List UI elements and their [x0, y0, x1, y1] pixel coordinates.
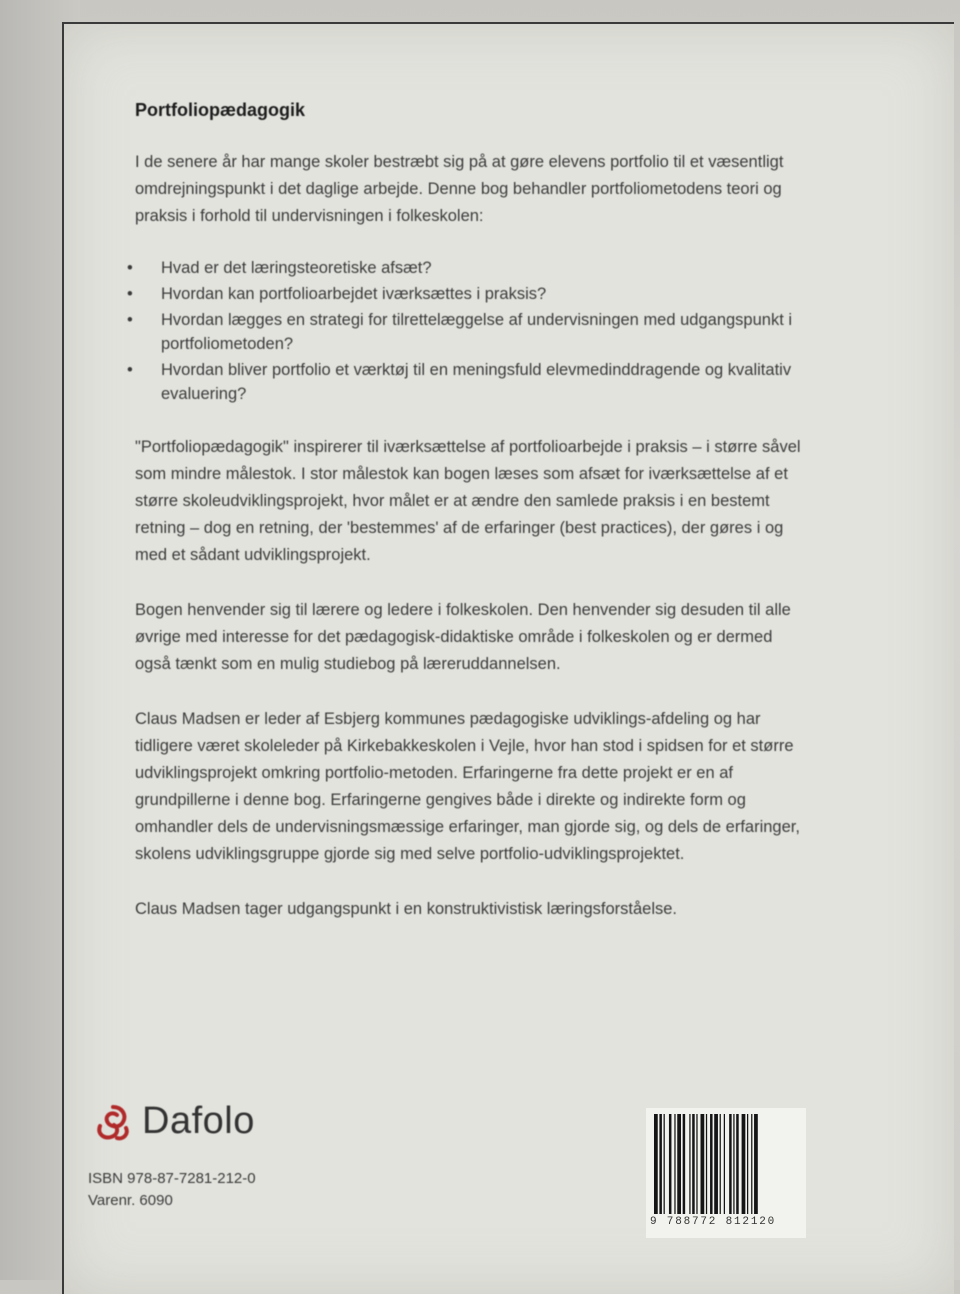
barcode-bar: [692, 1114, 695, 1214]
isbn-number: ISBN 978-87-7281-212-0: [88, 1170, 256, 1187]
barcode-bar: [724, 1114, 725, 1214]
barcode-bar: [683, 1114, 686, 1214]
barcode-bar: [659, 1114, 662, 1214]
cover-text-block: [135, 100, 805, 923]
barcode-bar: [654, 1114, 658, 1214]
list-item: • Hvad er det læringsteoretiske afsæt?: [135, 256, 805, 280]
barcode-bar: [733, 1114, 734, 1214]
barcode-bar: [742, 1114, 746, 1214]
barcode-bar: [674, 1114, 675, 1214]
book-title: Portfoliopædagogik: [135, 100, 305, 120]
barcode-bar: [664, 1114, 665, 1214]
barcode-bar: [736, 1114, 739, 1214]
barcode: [646, 1108, 806, 1238]
barcode-bar: [754, 1114, 758, 1214]
question-list: [135, 256, 805, 406]
barcode-bar: [714, 1114, 718, 1214]
author-approach-paragraph: Claus Madsen tager udgangspunkt i en konstruktivistisk læringsforståelse.: [135, 900, 678, 918]
barcode-digits: 9 788772 812120: [650, 1216, 777, 1228]
publisher-logo: [92, 1100, 255, 1143]
barcode-bar: [669, 1114, 672, 1214]
barcode-bar: [710, 1114, 713, 1214]
barcode-bar: [696, 1114, 697, 1214]
intro-paragraph: I de senere år har mange skoler bestræbt sig på at gøre elevens portfolio til et væsentligt omdrejningspunkt i det daglige arbejde. Denne bog behandler portfoliometodens teori og praksis i forhold til undervisningen i folkeskolen:: [135, 153, 784, 225]
barcode-bars: [654, 1114, 798, 1214]
publisher-name: Dafolo: [142, 1100, 255, 1142]
barcode-bar: [689, 1114, 690, 1214]
barcode-bar: [747, 1114, 748, 1214]
barcode-bar: [706, 1114, 707, 1214]
barcode-bar: [677, 1114, 681, 1214]
item-number: Varenr. 6090: [88, 1192, 173, 1209]
description-paragraph-2: Bogen henvender sig til lærere og ledere i folkeskolen. Den henvender sig desuden til alle øvrige med interesse for det pædagogisk-didaktiske område i folkeskolen og er dermed også tænkt som en mulig studiebog på læreruddannelsen.: [135, 601, 791, 673]
list-item: • Hvordan bliver portfolio et værktøj til en meningsfuld elevmedinddragende og kvalitativ evaluering?: [135, 358, 805, 406]
isbn-block: [88, 1168, 256, 1212]
list-item: • Hvordan lægges en strategi for tilrettelæggelse af undervisningen med udgangspunkt i portfoliometoden?: [135, 308, 805, 356]
list-item: • Hvordan kan portfolioarbejdet iværksættes i praksis?: [135, 282, 805, 306]
barcode-bar: [751, 1114, 752, 1214]
barcode-bar: [701, 1114, 705, 1214]
author-paragraph: Claus Madsen er leder af Esbjerg kommunes pædagogiske udviklings-afdeling og har tidligere været skoleleder på Kirkebakkeskolen i Vejle, hvor han stod i spidsen for et større udviklingsprojekt omkring portfolio-metoden. Erfaringerne fra dette projekt er en af grundpillerne i denne bog. Erfaringerne gengives både i direkte og indirekte form og omhandler dels de undervisningsmæssige erfaringer, man gjorde sig, og dels de erfaringer, skolens udviklingsgruppe gjorde sig med selve portfolio-udviklingsprojektet.: [135, 710, 800, 863]
barcode-bar: [729, 1114, 732, 1214]
barcode-bar: [720, 1114, 721, 1214]
description-paragraph-1: "Portfoliopædagogik" inspirerer til iværksættelse af portfolioarbejde i praksis – i større såvel som mindre målestok. I stor målestok kan bogen læses som afsæt for iværksættelse af et større skoleudviklingsprojekt, hvor målet er at ændre den samlede praksis i en bestemt retning – dog en retning, der 'bestemmes' af de erfaringer (best practices), der gøres i og med et sådant udviklingsprojekt.: [135, 438, 801, 564]
dafolo-knot-icon: [92, 1101, 134, 1143]
